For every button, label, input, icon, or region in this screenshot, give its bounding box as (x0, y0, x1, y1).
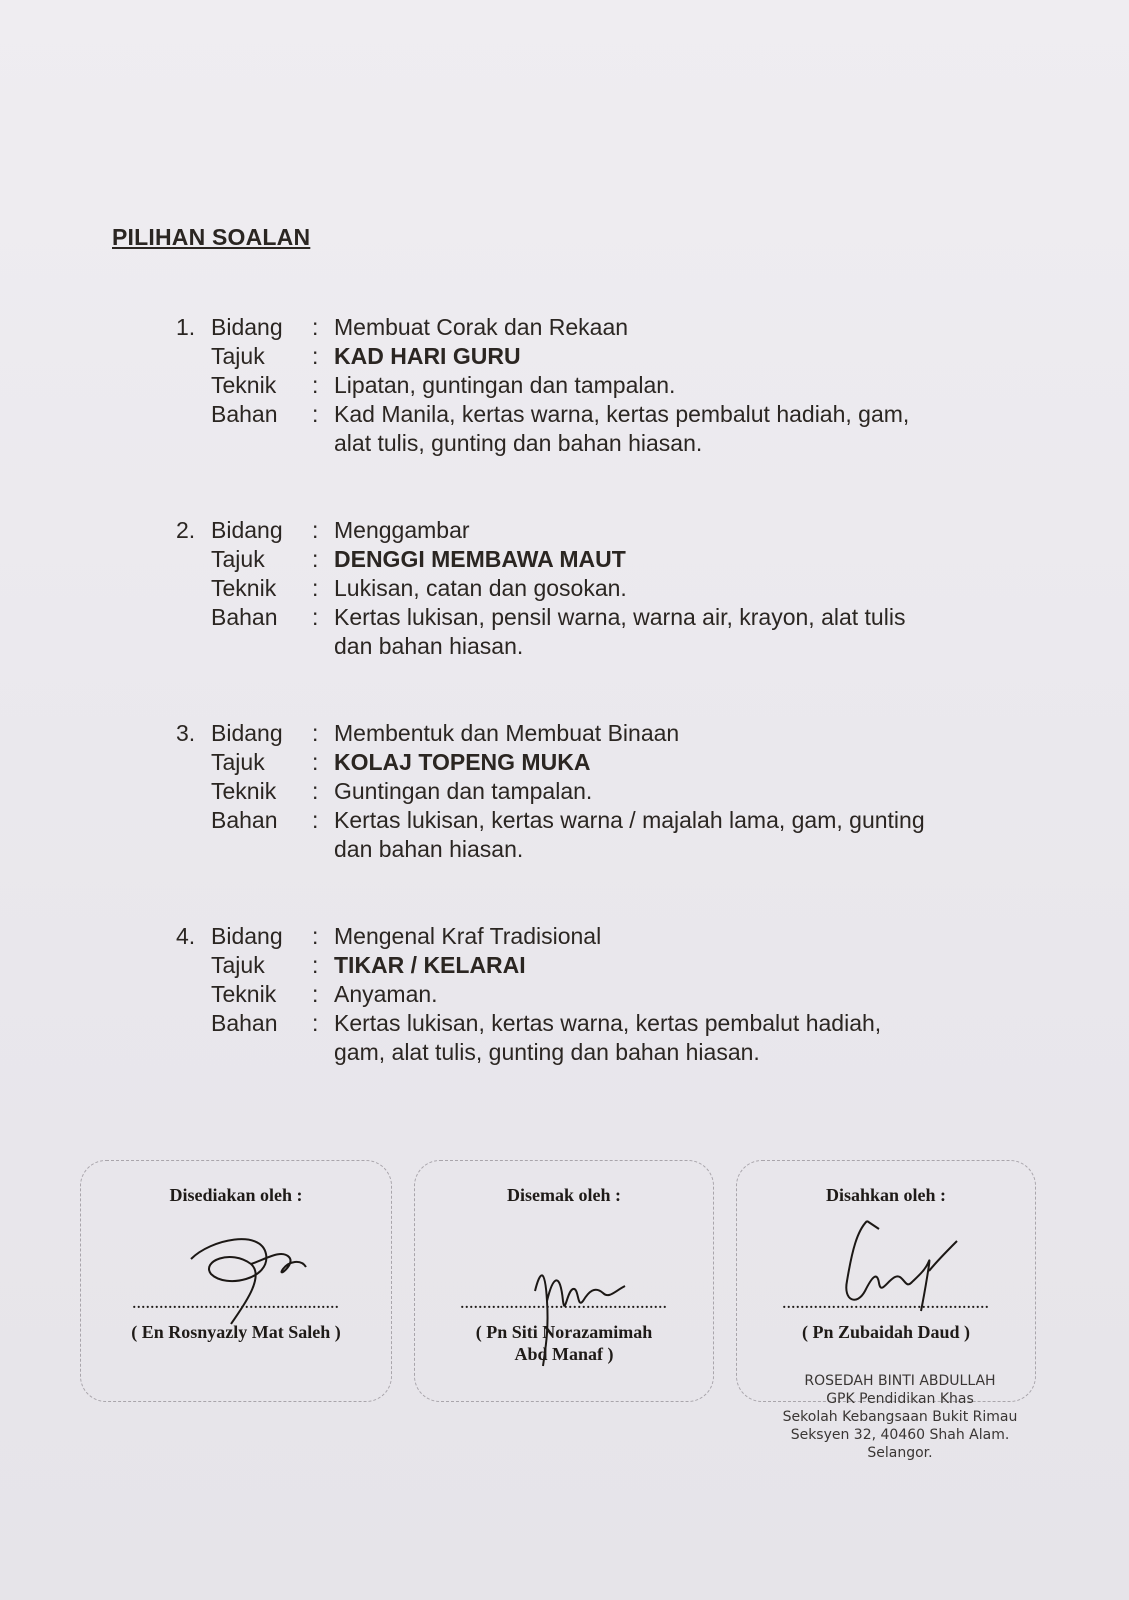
sig-name (81, 1321, 391, 1343)
colon: : (312, 1010, 319, 1036)
tajuk-label: Tajuk (211, 952, 265, 978)
teknik-value: Guntingan dan tampalan. (334, 778, 593, 804)
bahan-value-continuation: gam, alat tulis, gunting dan bahan hiasan. (334, 1039, 760, 1065)
sig-heading: Disahkan oleh : (825, 1185, 947, 1205)
bahan-label: Bahan (211, 807, 278, 833)
bidang-value: Membentuk dan Membuat Binaan (334, 720, 680, 746)
sig-name-line: ( En Rosnyazly Mat Saleh ) (131, 1322, 341, 1342)
page-title: PILIHAN SOALAN (112, 224, 311, 250)
tajuk-label: Tajuk (211, 749, 265, 775)
bahan-row (0, 400, 1129, 429)
tajuk-row (0, 951, 1129, 980)
tajuk-value: DENGGI MEMBAWA MAUT (334, 546, 626, 572)
sig-name (737, 1321, 1035, 1343)
teknik-label: Teknik (211, 372, 277, 398)
tajuk-row (0, 748, 1129, 777)
bahan-label: Bahan (211, 1010, 278, 1036)
tajuk-value: KAD HARI GURU (334, 343, 521, 369)
bahan-row (0, 1009, 1129, 1038)
sig-dotted-line: .............................................. (782, 1297, 990, 1312)
question-number: 4. (176, 923, 196, 949)
stamp-line: ROSEDAH BINTI ABDULLAH (804, 1373, 996, 1389)
tajuk-value: KOLAJ TOPENG MUKA (334, 749, 591, 775)
bidang-label: Bidang (211, 720, 283, 746)
colon: : (312, 923, 319, 949)
teknik-label: Teknik (211, 575, 277, 601)
teknik-label: Teknik (211, 981, 277, 1007)
tajuk-row (0, 545, 1129, 574)
colon: : (312, 575, 319, 601)
tajuk-label: Tajuk (211, 546, 265, 572)
colon: : (312, 778, 319, 804)
question-number: 1. (176, 314, 196, 340)
teknik-row (0, 777, 1129, 806)
colon: : (312, 343, 319, 369)
bahan-label: Bahan (211, 604, 278, 630)
colon: : (312, 517, 319, 543)
signature-box-approved (736, 1160, 1036, 1402)
bidang-row (0, 922, 1129, 951)
bahan-row (0, 603, 1129, 632)
sig-dotted-line: .............................................. (132, 1297, 340, 1312)
question-number: 3. (176, 720, 196, 746)
official-stamp (780, 1372, 1020, 1462)
question-1 (0, 313, 1129, 458)
teknik-row (0, 371, 1129, 400)
teknik-row (0, 574, 1129, 603)
sig-name-line: Abd Manaf ) (514, 1344, 614, 1364)
colon: : (312, 952, 319, 978)
sig-name (415, 1321, 713, 1365)
stamp-line: Sekolah Kebangsaan Bukit Rimau (782, 1409, 1018, 1425)
sig-name-line: ( Pn Zubaidah Daud ) (801, 1322, 971, 1342)
bahan-value: Kertas lukisan, kertas warna / majalah lama, gam, gunting (334, 807, 925, 833)
bahan-label: Bahan (211, 401, 278, 427)
bahan-continuation-row (0, 632, 1129, 661)
tajuk-label: Tajuk (211, 343, 265, 369)
sig-dotted-line: .............................................. (460, 1297, 668, 1312)
teknik-label: Teknik (211, 778, 277, 804)
bahan-continuation-row (0, 1038, 1129, 1067)
bahan-row (0, 806, 1129, 835)
bahan-value: Kertas lukisan, pensil warna, warna air, krayon, alat tulis (334, 604, 906, 630)
question-2 (0, 516, 1129, 661)
tajuk-value: TIKAR / KELARAI (334, 952, 526, 978)
bidang-value: Membuat Corak dan Rekaan (334, 314, 629, 340)
teknik-value: Lukisan, catan dan gosokan. (334, 575, 627, 601)
question-3 (0, 719, 1129, 864)
colon: : (312, 749, 319, 775)
sig-heading: Disemak oleh : (507, 1185, 621, 1205)
colon: : (312, 981, 319, 1007)
stamp-line: GPK Pendidikan Khas (826, 1391, 974, 1407)
colon: : (312, 546, 319, 572)
stamp-line: Seksyen 32, 40460 Shah Alam. (790, 1427, 1010, 1443)
bahan-value-continuation: alat tulis, gunting dan bahan hiasan. (334, 430, 703, 456)
bahan-value-continuation: dan bahan hiasan. (334, 633, 524, 659)
bidang-value: Mengenal Kraf Tradisional (334, 923, 602, 949)
bahan-value: Kad Manila, kertas warna, kertas pembalut hadiah, gam, (334, 401, 910, 427)
tajuk-row (0, 342, 1129, 371)
teknik-value: Lipatan, guntingan dan tampalan. (334, 372, 676, 398)
bidang-label: Bidang (211, 923, 283, 949)
question-number: 2. (176, 517, 196, 543)
question-4 (0, 922, 1129, 1067)
colon: : (312, 807, 319, 833)
sig-heading: Disediakan oleh : (169, 1185, 303, 1205)
teknik-row (0, 980, 1129, 1009)
bahan-value: Kertas lukisan, kertas warna, kertas pembalut hadiah, (334, 1010, 882, 1036)
bidang-row (0, 313, 1129, 342)
signature-box-prepared (80, 1160, 392, 1402)
bidang-label: Bidang (211, 314, 283, 340)
teknik-value: Anyaman. (334, 981, 438, 1007)
bidang-value: Menggambar (334, 517, 470, 543)
sig-name-line: ( Pn Siti Norazamimah (475, 1322, 653, 1342)
bahan-continuation-row (0, 835, 1129, 864)
colon: : (312, 604, 319, 630)
colon: : (312, 372, 319, 398)
colon: : (312, 314, 319, 340)
bidang-label: Bidang (211, 517, 283, 543)
bidang-row (0, 719, 1129, 748)
colon: : (312, 401, 319, 427)
bahan-value-continuation: dan bahan hiasan. (334, 836, 524, 862)
bidang-row (0, 516, 1129, 545)
bahan-continuation-row (0, 429, 1129, 458)
colon: : (312, 720, 319, 746)
signature-box-checked (414, 1160, 714, 1402)
stamp-line: Selangor. (867, 1445, 933, 1461)
